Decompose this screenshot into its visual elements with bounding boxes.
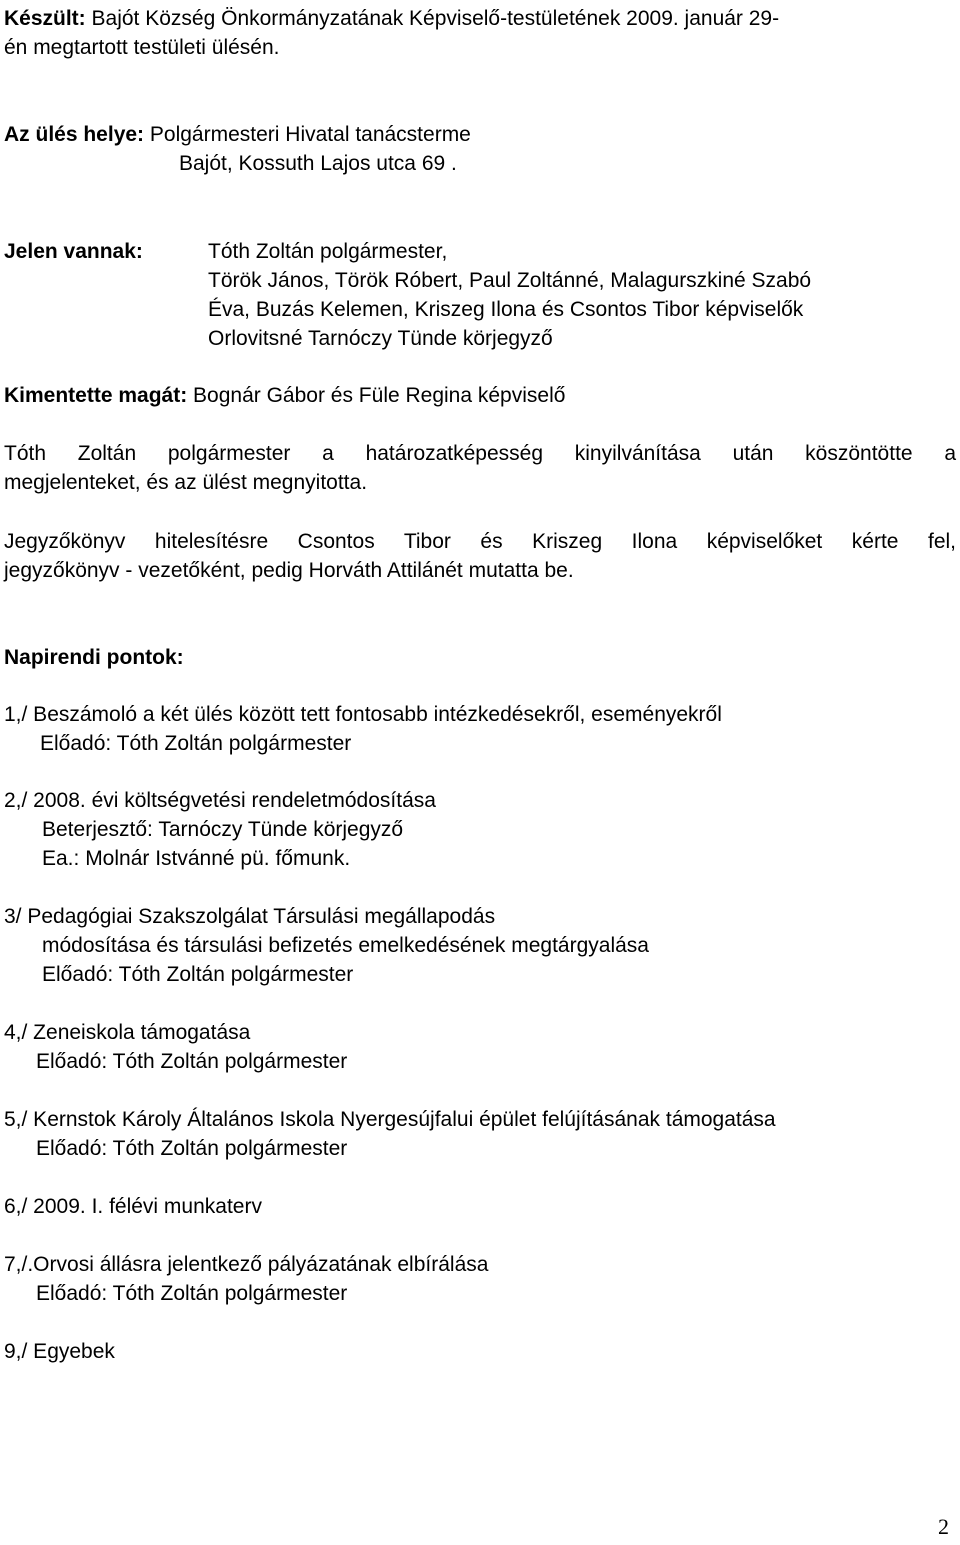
attendance-label: Jelen vannak: xyxy=(4,240,143,263)
agenda-item-1-presenter: Előadó: Tóth Zoltán polgármester xyxy=(40,732,352,755)
prepared-label: Készült: xyxy=(4,7,86,30)
agenda-item-3-presenter: Előadó: Tóth Zoltán polgármester xyxy=(42,963,354,986)
minutes-line-1: Jegyzőkönyv hitelesítésre Csontos Tibor és Kriszeg Ilona képviselőket kérte fel, xyxy=(4,530,956,553)
agenda-item-5-title: 5,/ Kernstok Károly Általános Iskola Nyergesújfalui épület felújításának támogatása xyxy=(4,1108,776,1131)
attendance-line-4: Orlovitsné Tarnóczy Tünde körjegyző xyxy=(208,327,553,350)
agenda-item-2-title: 2,/ 2008. évi költségvetési rendeletmódosítása xyxy=(4,789,436,812)
prepared-text: Bajót Község Önkormányzatának Képviselő-testületének 2009. január 29- xyxy=(91,7,780,30)
agenda-item-7-title: 7,/.Orvosi állásra jelentkező pályázatának elbírálása xyxy=(4,1253,489,1276)
excused-line xyxy=(4,381,565,410)
venue-line-2: Bajót, Kossuth Lajos utca 69 . xyxy=(179,152,457,175)
agenda-item-3-continuation: módosítása és társulási befizetés emelkedésének megtárgyalása xyxy=(42,934,649,957)
minutes-line-2: jegyzőkönyv - vezetőként, pedig Horváth Attilánét mutatta be. xyxy=(4,559,574,582)
excused-text: Bognár Gábor és Füle Regina képviselő xyxy=(193,384,566,407)
venue-label: Az ülés helye: xyxy=(4,123,145,146)
agenda-item-3-title: 3/ Pedagógiai Szakszolgálat Társulási megállapodás xyxy=(4,905,496,928)
opening-line-2: megjelenteket, és az ülést megnyitotta. xyxy=(4,471,368,494)
agenda-item-4-title: 4,/ Zeneiskola támogatása xyxy=(4,1021,251,1044)
excused-label: Kimentette magát: xyxy=(4,384,188,407)
venue-line-1 xyxy=(4,120,471,149)
agenda-item-9-title: 9,/ Egyebek xyxy=(4,1340,115,1363)
opening-line-1: Tóth Zoltán polgármester a határozatképesség kinyilvánítása után köszöntötte a xyxy=(4,442,956,465)
agenda-item-6-title: 6,/ 2009. I. félévi munkaterv xyxy=(4,1195,262,1218)
prepared-line-1 xyxy=(4,4,779,33)
prepared-line-2: én megtartott testületi ülésén. xyxy=(4,36,280,59)
venue-text: Polgármesteri Hivatal tanácsterme xyxy=(149,123,471,146)
agenda-item-4-presenter: Előadó: Tóth Zoltán polgármester xyxy=(36,1050,348,1073)
page-number: 2 xyxy=(938,1514,949,1539)
agenda-item-2-presenter: Ea.: Molnár Istvánné pü. főmunk. xyxy=(42,847,351,870)
agenda-item-1-title: 1,/ Beszámoló a két ülés között tett fontosabb intézkedésekről, eseményekről xyxy=(4,703,722,726)
attendance-line-3: Éva, Buzás Kelemen, Kriszeg Ilona és Csontos Tibor képviselők xyxy=(208,298,804,321)
agenda-item-5-presenter: Előadó: Tóth Zoltán polgármester xyxy=(36,1137,348,1160)
agenda-item-7-presenter: Előadó: Tóth Zoltán polgármester xyxy=(36,1282,348,1305)
attendance-line-2: Török János, Török Róbert, Paul Zoltánné, Malagurszkiné Szabó xyxy=(208,269,812,292)
agenda-heading: Napirendi pontok: xyxy=(4,646,184,669)
agenda-item-2-submitter: Beterjesztő: Tarnóczy Tünde körjegyző xyxy=(42,818,404,841)
attendance-line-1: Tóth Zoltán polgármester, xyxy=(208,240,448,263)
